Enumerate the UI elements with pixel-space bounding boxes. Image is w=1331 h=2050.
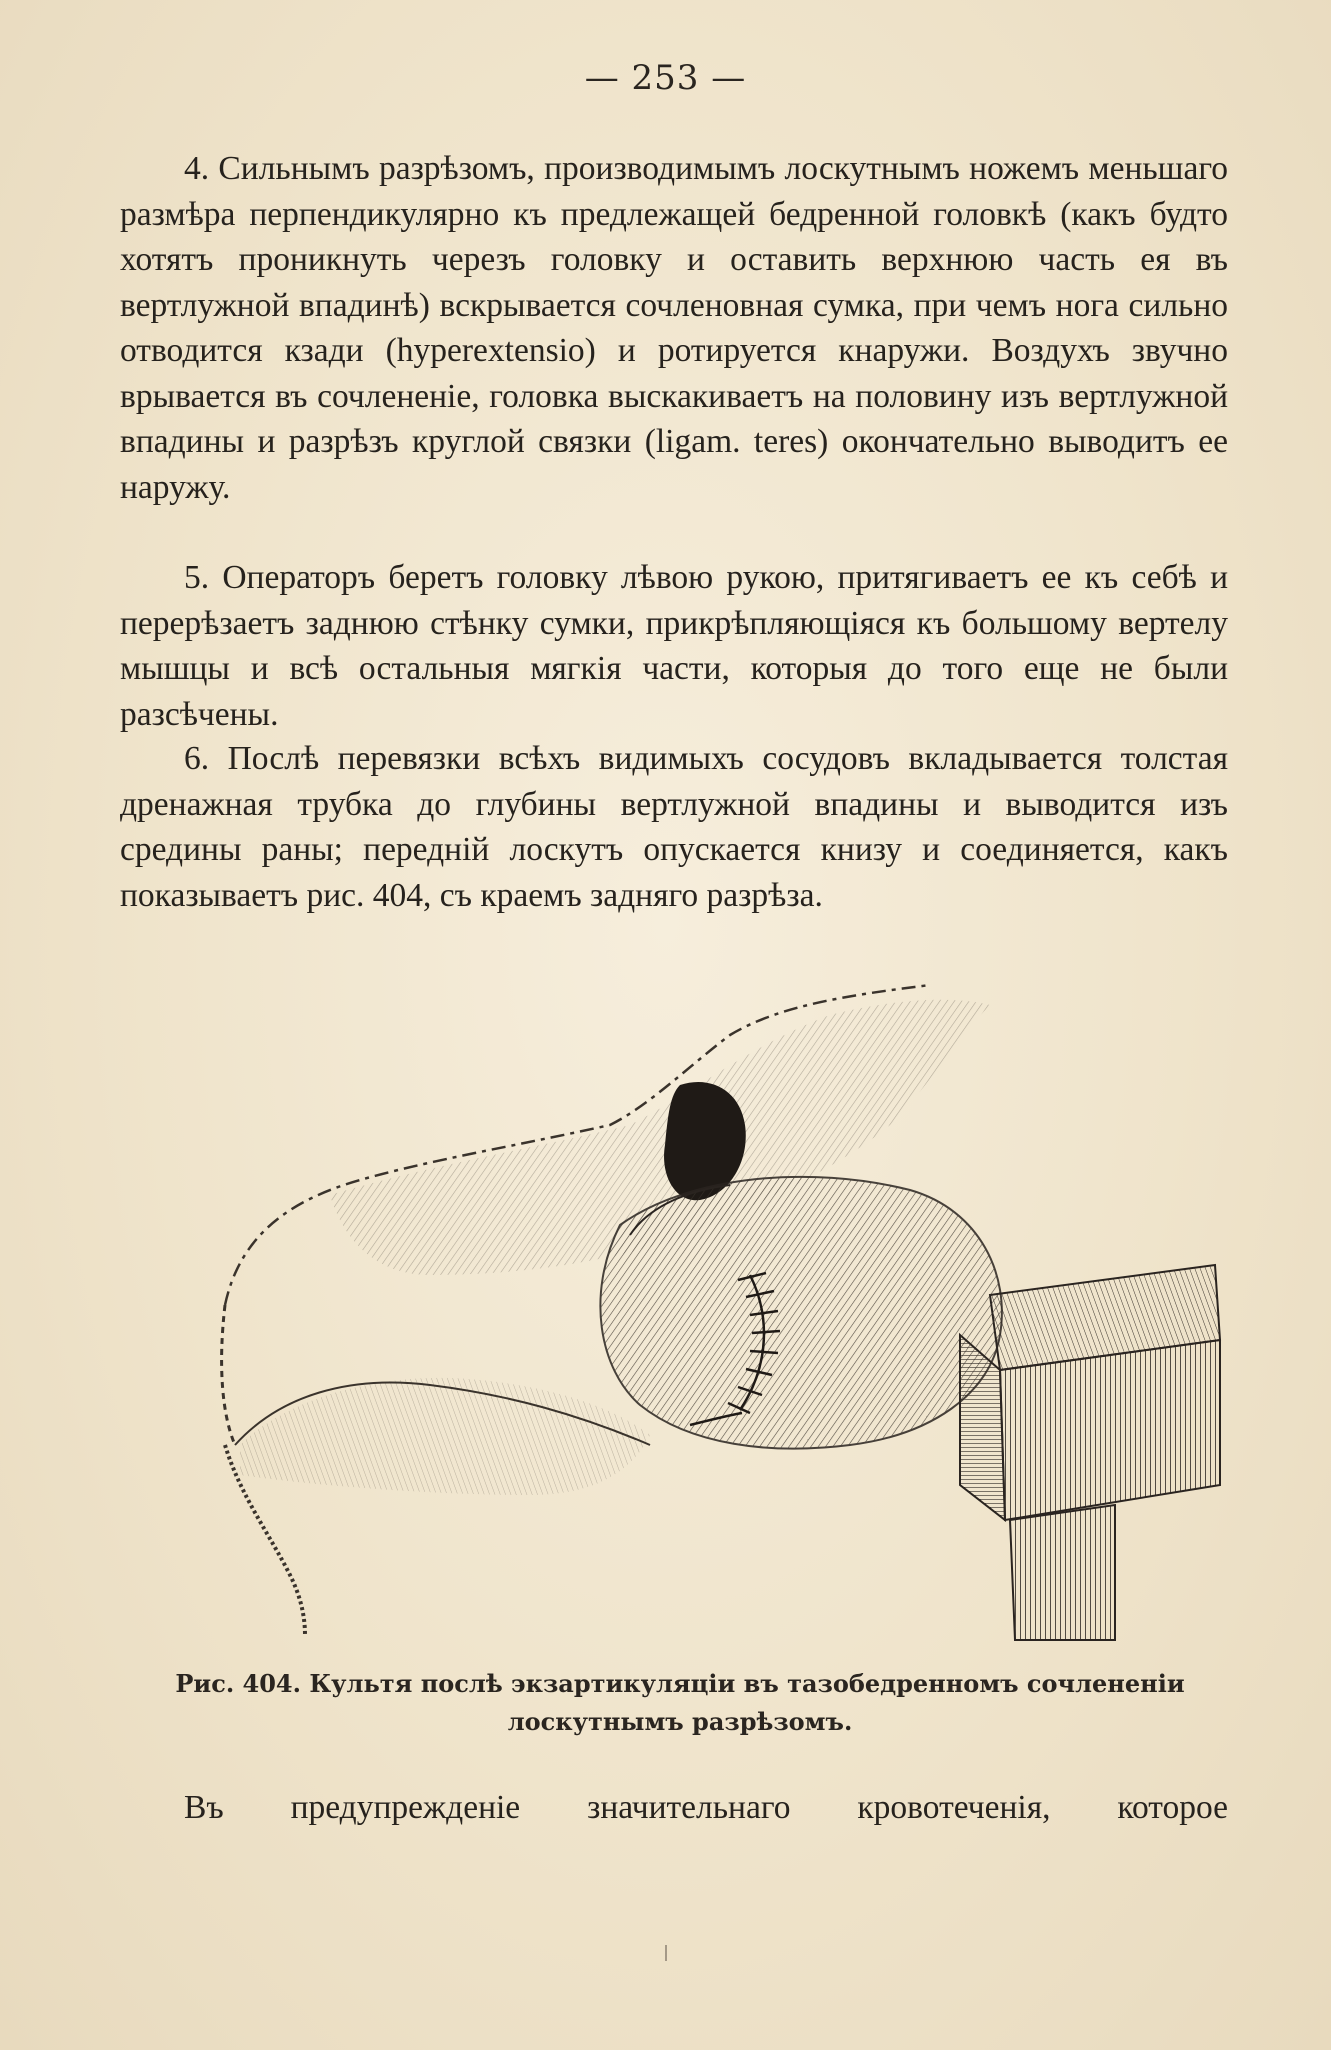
page-number: — 253 — — [584, 58, 747, 98]
thigh-shading — [240, 1378, 650, 1495]
paragraph-5-text: 5. Операторъ беретъ головку лѣвою рукою, притягиваетъ ее къ себѣ и перерѣзаетъ заднюю стѣнку сумки, прикрѣпляющіяся къ большому вертелу мышцы и всѣ остальныя мягкія части, которыя до того еще не были разсѣчены. — [120, 559, 1228, 733]
amputation-stump-engraving — [130, 975, 1230, 1655]
print-mark — [665, 1945, 667, 1961]
stump — [600, 1177, 1001, 1449]
paragraph-6 — [120, 736, 1228, 918]
paragraph-4-text: 4. Сильнымъ разрѣзомъ, производимымъ лоскутнымъ ножемъ меньшаго размѣра перпендикулярно къ предлежащей бедренной головкѣ (какъ будто хотятъ проникнуть черезъ головку и оставить верхнюю часть ея въ вертлужной впадинѣ) вскрывается сочленовная сумка, при чемъ нога сильно отводится кзади (hyperextensio) и ротируется кнаружи. Воздухъ звучно врывается въ сочлененіе, головка выскакиваетъ на половину изъ вертлужной впадины и разрѣзъ круглой связки (ligam. teres) окончательно выводитъ ее наружу. — [120, 150, 1228, 506]
figure-caption: Рис. 404. Культя послѣ экзартикуляціи въ тазобедренномъ сочлененіи лоскутнымъ разрѣзомъ. — [175, 1669, 1185, 1736]
paragraph-6-text: 6. Послѣ перевязки всѣхъ видимыхъ сосудовъ вкладывается толстая дренажная трубка до глубины вертлужной впадины и выводится изъ средины раны; передній лоскутъ опускается книзу и соединяется, какъ показываетъ рис. 404, съ краемъ задняго разрѣза. — [120, 740, 1228, 914]
paragraph-5 — [120, 555, 1228, 737]
continuation-line: Въ предупрежденіе значительнаго кровотеченія, которое — [184, 1789, 1228, 1826]
paragraph-4 — [120, 146, 1228, 510]
figure-404-illustration — [130, 975, 1230, 1655]
